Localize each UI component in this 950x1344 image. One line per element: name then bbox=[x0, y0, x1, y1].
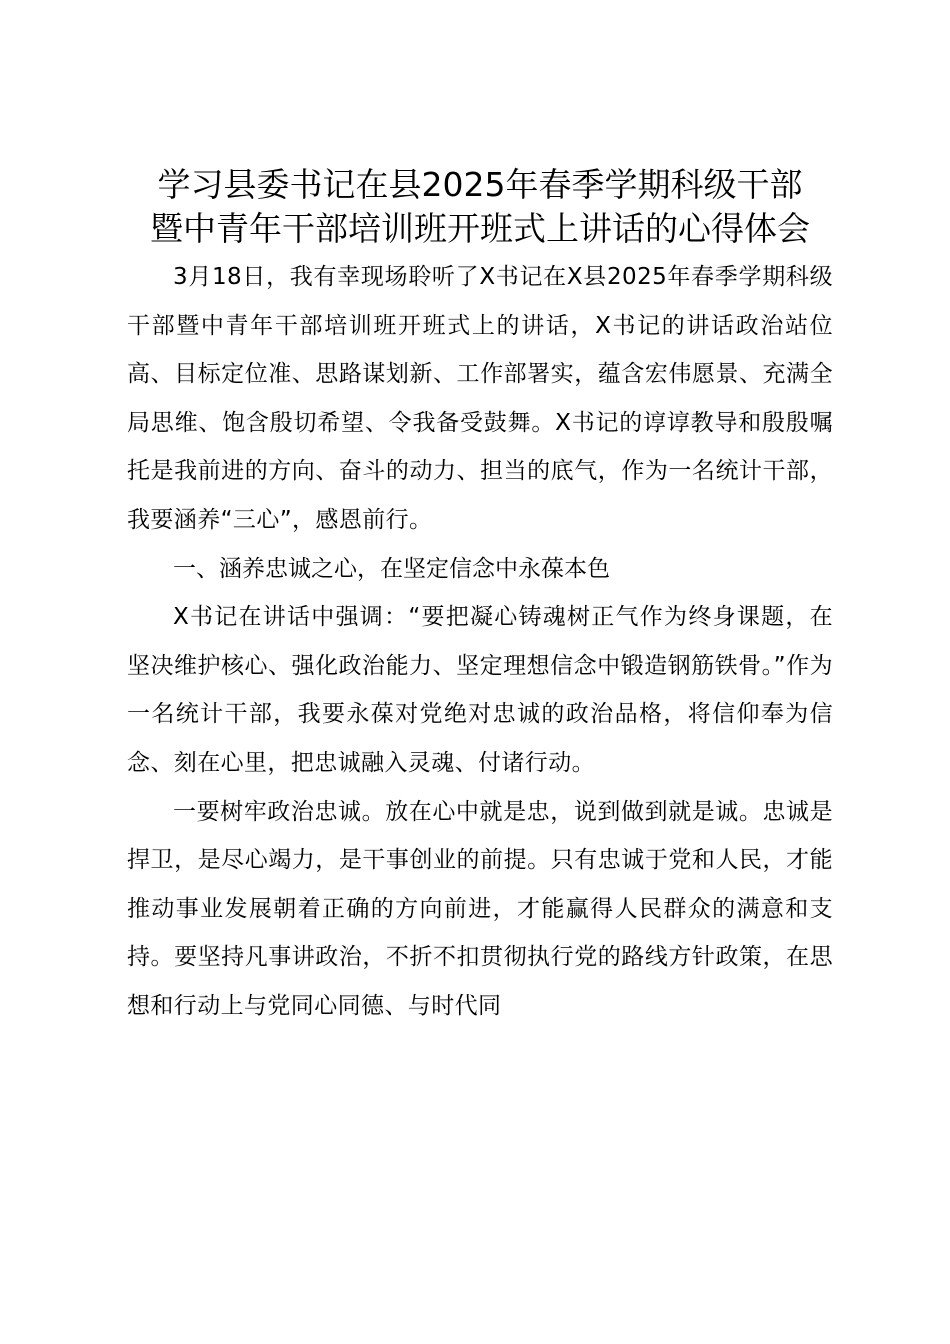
section-1-paragraph-2: 一要树牢政治忠诚。放在心中就是忠，说到做到就是诚。忠诚是捍卫，是尽心竭力，是干事创业的前提。只有忠诚于党和人民，才能推动事业发展朝着正确的方向前进，才能赢得人民群众的满意和支持。要坚持凡事讲政治，不折不扣贯彻执行党的路线方针政策，在思想和行动上与党同心同德、与时代同 bbox=[127, 798, 833, 1019]
title-line-1: 学习县委书记在县2025年春季学期科级干部 bbox=[157, 165, 803, 204]
document-body bbox=[127, 253, 833, 1031]
document-title bbox=[127, 163, 833, 251]
section-1-paragraph-1: X书记在讲话中强调：“要把凝心铸魂树正气作为终身课题，在坚决维护核心、强化政治能力、坚定理想信念中锻造钢筋铁骨。”作为一名统计干部，我要永葆对党绝对忠诚的政治品格，将信仰奉为信念、刻在心里，把忠诚融入灵魂、付诸行动。 bbox=[127, 604, 833, 776]
document-page bbox=[127, 163, 833, 1031]
section-heading-1: 一、涵养忠诚之心，在坚定信念中永葆本色 bbox=[173, 555, 610, 582]
title-line-2: 暨中青年干部培训班开班式上讲话的心得体会 bbox=[150, 209, 810, 248]
intro-paragraph: 3月18日，我有幸现场聆听了X书记在X县2025年春季学期科级干部暨中青年干部培训班开班式上的讲话，X书记的讲话政治站位高、目标定位准、思路谋划新、工作部署实，蕴含宏伟愿景、充满全局思维、饱含殷切希望、令我备受鼓舞。X书记的谆谆教导和殷殷嘱托是我前进的方向、奋斗的动力、担当的底气，作为一名统计干部，我要涵养“三心”，感恩前行。 bbox=[127, 264, 833, 533]
